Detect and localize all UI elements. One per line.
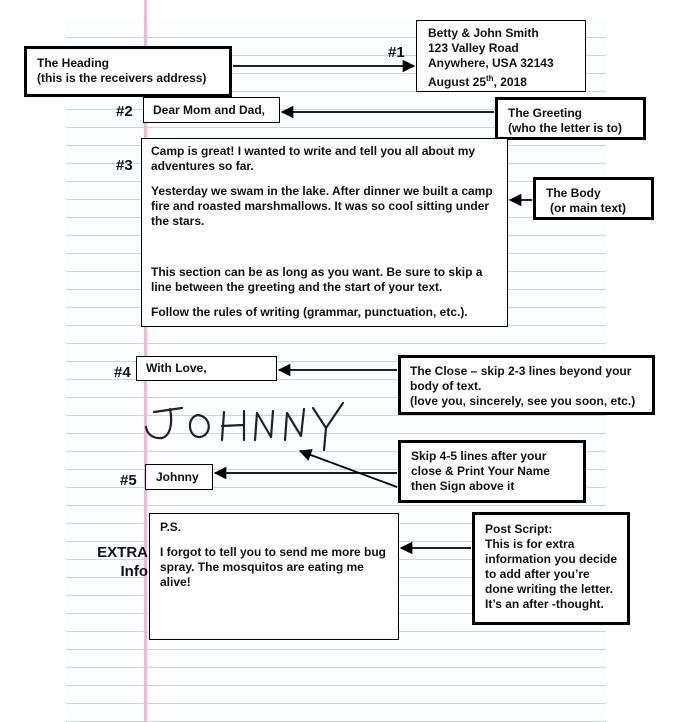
body-line: Yesterday we swam in the lake. After dinner we built a camp [151, 184, 493, 198]
body-line: This section can be as long as you want. Be sure to skip a [151, 265, 483, 279]
body-line: fire and roasted marshmallows. It was so cool sitting under [151, 199, 490, 213]
heading-label-box: The Heading (this is the receivers address) [24, 46, 232, 97]
step-number-1: #1 [388, 44, 405, 61]
ps-line: alive! [160, 575, 191, 589]
greeting-box: Dear Mom and Dad, [143, 97, 280, 123]
close-label-box: The Close – skip 2-3 lines beyond your body of text. (love you, sincerely, see you soon, etc.) [398, 355, 655, 415]
address-line: Anywhere, USA 32143 [428, 56, 554, 70]
sign-arrow [300, 451, 397, 487]
body-line: line between the greeting and the start of your text. [151, 280, 443, 294]
date-line: August 25th, 2018 [428, 74, 527, 89]
body-line: Camp is great! I wanted to write and tell you all about my [151, 144, 476, 158]
address-line: 123 Valley Road [428, 41, 519, 55]
address-line: Betty & John Smith [428, 26, 539, 40]
step-number-3: #3 [116, 157, 133, 174]
step-number-5: #5 [120, 472, 137, 489]
step-number-4: #4 [114, 364, 131, 381]
close-box: With Love, [136, 356, 277, 381]
printed-name-box: Johnny [145, 464, 213, 490]
step-number-2: #2 [116, 103, 133, 120]
ps-line: I forgot to tell you to send me more bug [160, 545, 387, 559]
body-line: adventures so far. [151, 159, 254, 173]
postscript-box: P.S. I forgot to tell you to send me more bug spray. The mosquitos are eating me alive! [149, 513, 399, 640]
ps-line: spray. The mosquitos are eating me [160, 560, 364, 574]
body-line: Follow the rules of writing (grammar, punctuation, etc.). [151, 305, 468, 319]
extra-info-label: EXTRA Info [97, 544, 148, 580]
signature-label-box: Skip 4-5 lines after your close & Print Your Name then Sign above it [398, 440, 586, 503]
greeting-label-box: The Greeting (who the letter is to) [495, 97, 646, 140]
body-line: the stars. [151, 214, 205, 228]
postscript-label-box: Post Script: This is for extra information you decide to add after you’re done writing the letter. It’s an after -thought. [472, 512, 630, 625]
body-label-box: The Body (or main text) [533, 177, 654, 220]
